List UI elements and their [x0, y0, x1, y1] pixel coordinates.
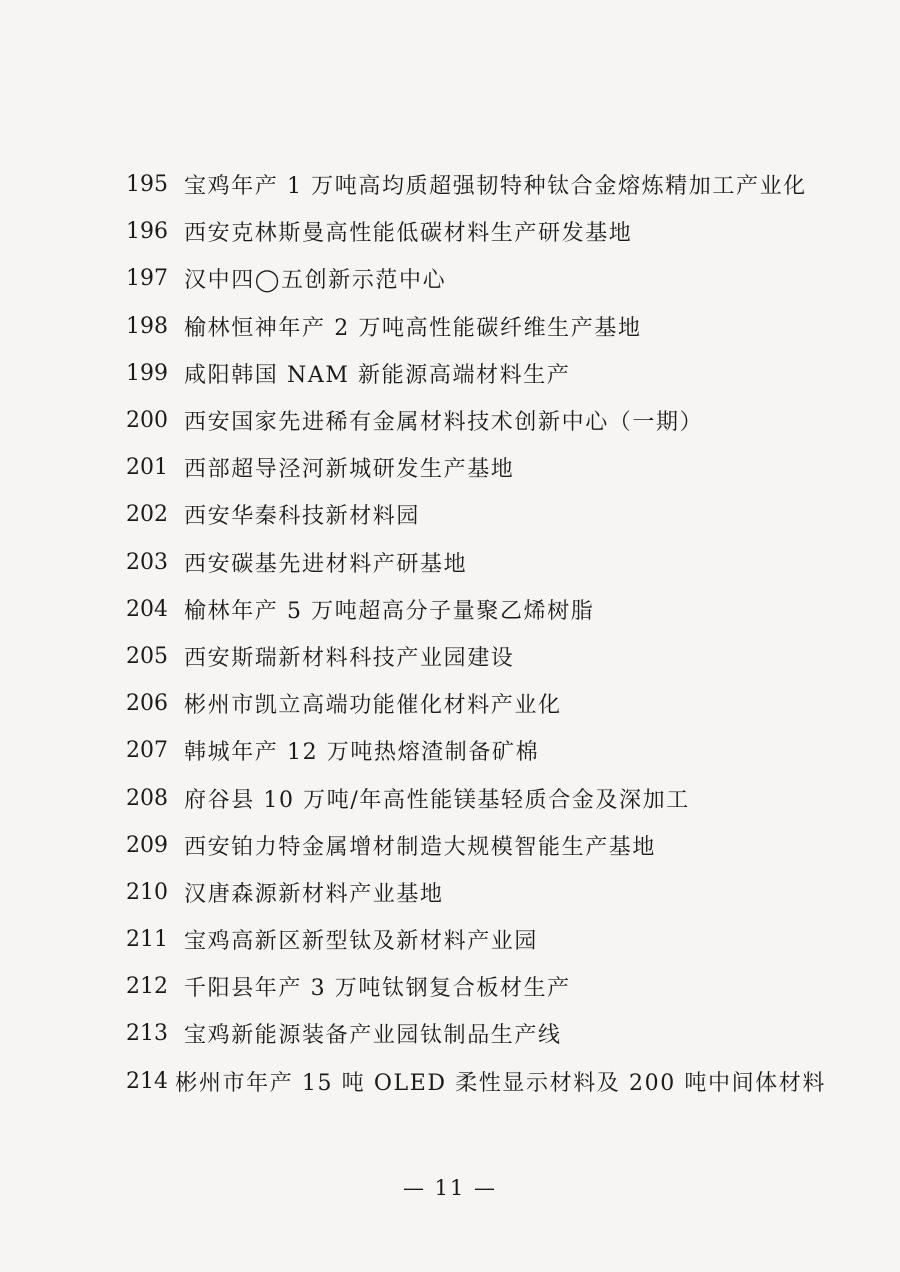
item-number: 205: [126, 643, 168, 669]
list-item: [126, 727, 826, 774]
item-text: 西安铂力特金属增材制造大规模智能生产基地: [184, 834, 657, 860]
list-item: [126, 1058, 826, 1105]
list-item: [126, 633, 826, 680]
item-text: 西部超导泾河新城研发生产基地: [184, 457, 515, 483]
item-number: 199: [126, 360, 168, 386]
item-text: 榆林年产 5 万吨超高分子量聚乙烯树脂: [184, 598, 595, 624]
item-text: 西安斯瑞新材料科技产业园建设: [184, 645, 515, 671]
item-text: 千阳县年产 3 万吨钛钢复合板材生产: [184, 976, 571, 1002]
item-text: 彬州市年产 15 吨 OLED 柔性显示材料及 200 吨中间体材料: [175, 1070, 826, 1096]
page-number: — 11 —: [402, 1176, 498, 1200]
item-text: 宝鸡新能源装备产业园钛制品生产线: [184, 1023, 562, 1049]
item-number: 200: [126, 408, 168, 434]
list-item: [126, 586, 826, 633]
item-number: 201: [126, 455, 168, 481]
item-text: 汉中四◯五创新示范中心: [184, 268, 447, 294]
list-item: [126, 1010, 826, 1057]
project-list: [126, 161, 826, 1105]
item-number: 203: [126, 549, 168, 575]
item-number: 208: [126, 785, 168, 811]
item-text: 西安碳基先进材料产研基地: [184, 551, 468, 577]
list-item: [126, 350, 826, 397]
list-item: [126, 916, 826, 963]
item-text: 西安克林斯曼高性能低碳材料生产研发基地: [184, 221, 633, 247]
list-item: [126, 539, 826, 586]
item-text: 榆林恒神年产 2 万吨高性能碳纤维生产基地: [184, 315, 642, 341]
item-number: 202: [126, 502, 168, 528]
item-number: 196: [126, 219, 168, 245]
item-text: 汉唐森源新材料产业基地: [184, 881, 444, 907]
list-item: [126, 397, 826, 444]
item-text: 宝鸡高新区新型钛及新材料产业园: [184, 929, 539, 955]
list-item: [126, 208, 826, 255]
item-text: 咸阳韩国 NAM 新能源高端材料生产: [184, 362, 571, 388]
item-number: 204: [126, 596, 168, 622]
list-item: [126, 255, 826, 302]
item-number: 207: [126, 738, 168, 764]
item-number: 213: [126, 1021, 168, 1047]
item-number: 212: [126, 974, 168, 1000]
list-item: [126, 963, 826, 1010]
list-item: [126, 822, 826, 869]
item-number: 206: [126, 691, 168, 717]
list-item: [126, 491, 826, 538]
item-text: 府谷县 10 万吨/年高性能镁基轻质合金及深加工: [184, 787, 690, 813]
item-number: 211: [126, 927, 168, 953]
list-item: [126, 303, 826, 350]
list-item: [126, 774, 826, 821]
item-text: 宝鸡年产 1 万吨高均质超强韧特种钛合金熔炼精加工产业化: [184, 174, 807, 200]
item-text: 西安国家先进稀有金属材料技术创新中心（一期）: [184, 410, 704, 436]
item-number: 209: [126, 832, 168, 858]
item-number: 214: [126, 1068, 168, 1094]
list-item: [126, 444, 826, 491]
item-number: 197: [126, 266, 168, 292]
list-item: [126, 869, 826, 916]
item-number: 198: [126, 313, 168, 339]
item-text: 西安华秦科技新材料园: [184, 504, 421, 530]
list-item: [126, 161, 826, 208]
list-item: [126, 680, 826, 727]
item-text: 韩城年产 12 万吨热熔渣制备矿棉: [184, 740, 540, 766]
item-number: 210: [126, 879, 168, 905]
item-number: 195: [126, 172, 168, 198]
item-text: 彬州市凯立高端功能催化材料产业化: [184, 693, 562, 719]
